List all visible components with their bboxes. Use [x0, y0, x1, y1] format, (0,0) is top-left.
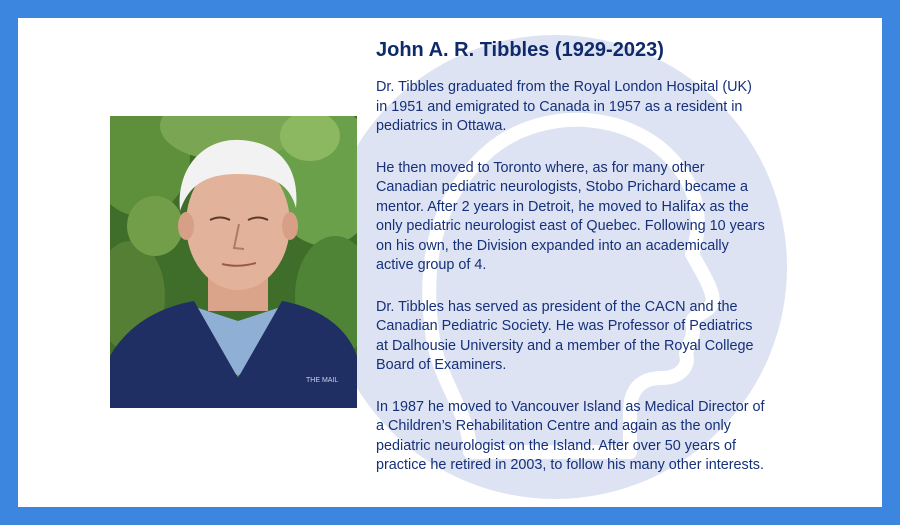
- profile-card: [18, 18, 882, 507]
- bio-paragraph: In 1987 he moved to Vancouver Island as Medical Director of a Children’s Rehabilitation Centre and again as the only pediatric neurologist on the Island. After over 50 years of practice he retired in 2003, to follow his many other interests.: [376, 398, 765, 473]
- bio-paragraph: Dr. Tibbles graduated from the Royal London Hospital (UK) in 1951 and emigrated to Canada in 1957 as a resident in pediatrics in Ottawa.: [376, 79, 752, 134]
- biography: [376, 38, 766, 498]
- bio-paragraph: He then moved to Toronto where, as for many other Canadian pediatric neurologists, Stobo Prichard became a mentor. After 2 years in Detroit, he moved to Halifax as the only pediatric neurologist east of Quebec. Following 10 years on his own, the Division expanded into an academically active group of 4.: [376, 159, 765, 273]
- portrait-illustration: [110, 116, 357, 408]
- page-title: John A. R. Tibbles (1929-2023): [376, 39, 664, 61]
- portrait-photo: [110, 116, 357, 408]
- bio-paragraph: Dr. Tibbles has served as president of the CACN and the Canadian Pediatric Society. He was Professor of Pediatrics at Dalhousie University and a member of the Royal College Board of Examiners.: [376, 298, 754, 373]
- sweater-logo-text: THE MAIL: [306, 377, 339, 384]
